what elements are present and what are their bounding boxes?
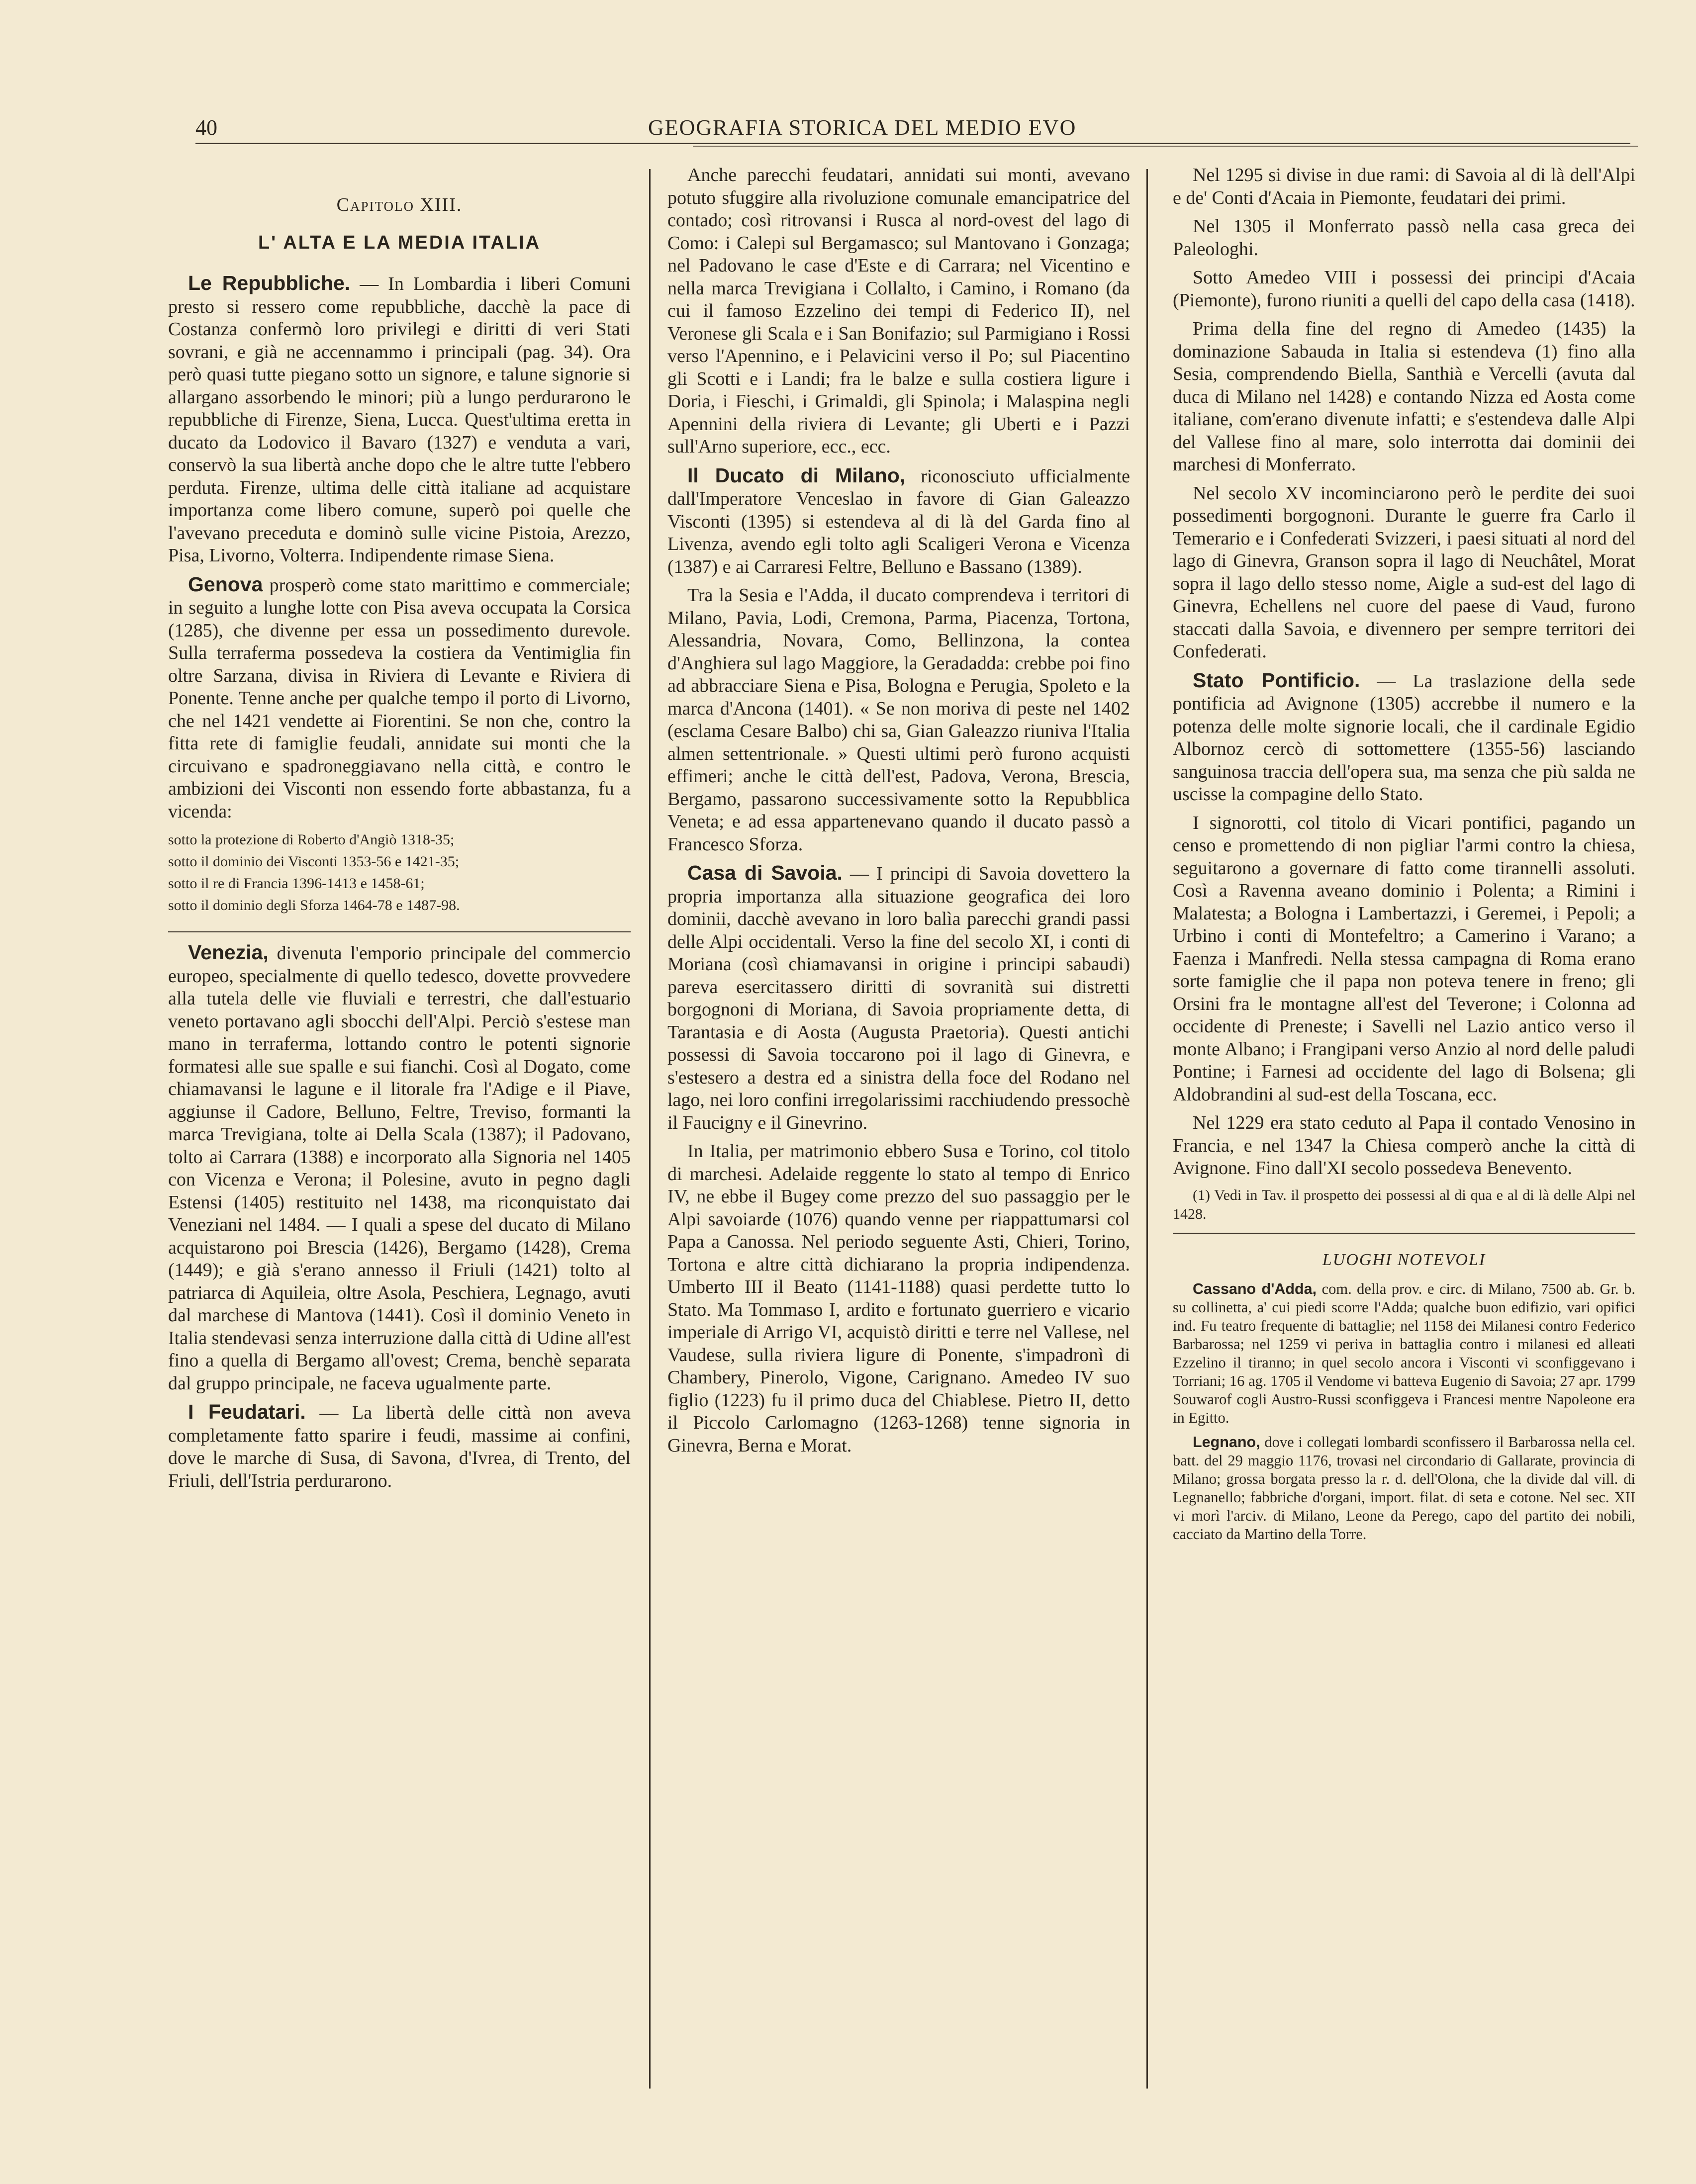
page-header xyxy=(195,112,1630,147)
paragraph xyxy=(168,941,631,1395)
divider xyxy=(168,931,631,932)
paragraph: Nel secolo XV incominciarono però le perdite dei suoi possedimenti borgognoni. Durante le guerre fra Carlo il Temerario e i Confederati Svizzeri, i paesi situati al nord del lago di Ginevra, Granson sopra il lago di Neuchâtel, Morat sopra il lago dello stesso nome, Aigle a sud-est del lago di Ginevra, Echellens nel cuore del paese di Vaud, furono staccati dalla Savoia, e divennero per sempre territori dei Confederati. xyxy=(1173,482,1635,662)
place-name: Cassano d'Adda, xyxy=(1193,1280,1317,1297)
paragraph: Sotto Amedeo VIII i possessi dei principi d'Acaia (Piemonte), furono riuniti a quelli del capo della casa (1418). xyxy=(1173,267,1635,311)
list-item: sotto il re di Francia 1396-1413 e 1458-61; xyxy=(168,875,425,892)
divider xyxy=(1173,1233,1635,1234)
paragraph-text: riconosciuto ufficialmente dall'Imperatore Venceslao in favore di Gian Galeazzo Visconti (1395) si estendeva al di là del Garda fino al Livenza, avendo egli tolto agli Scaligeri Verona e Vicenza (1387) e ai Carraresi Feltre, Belluno e Bassano (1389). xyxy=(667,465,1130,577)
paragraph: Tra la Sesia e l'Adda, il ducato comprendeva i territori di Milano, Pavia, Lodi, Cremona, Parma, Piacenza, Tortona, Alessandria, Novara, Como, Bellinzona, la contea d'Anghiera sul lago Maggiore, la Geradadda: crebbe poi fino ad abbracciare Siena e Pisa, Bologna e Perugia, Spoleto e la marca d'Ancona (1401). « Se non moriva di peste nel 1402 (esclama Cesare Balbo) chi sa, Gian Galeazzo riuniva l'Italia almen settentrionale. » Questi ultimi però furono acquisti effimeri; anche le città dell'est, Padova, Verona, Brescia, Bergamo, passarono successivamente sotto la Repubblica Veneta; e ad essa appartenevano quando il ducato passò a Francesco Sforza. xyxy=(667,585,1130,855)
place-entry xyxy=(1173,1280,1635,1427)
paragraph xyxy=(667,464,1130,579)
section-title: L' ALTA E LA MEDIA ITALIA xyxy=(258,232,541,253)
paragraph-lead: Le Repubbliche. xyxy=(188,272,351,294)
place-entry xyxy=(1173,1433,1635,1544)
paragraph-lead: Venezia, xyxy=(188,941,269,964)
paragraph xyxy=(168,1401,631,1492)
paragraph: Prima della fine del regno di Amedeo (1435) la dominazione Sabauda in Italia si estendeva (1) fino alla Sesia, comprendendo Biella, Santhià e Vercelli (avuta dal duca di Milano nel 1428) e contando Nizza ed Aosta come italiane, com'erano divenute infatti; e s'estendeva dalle Alpi del Vallese fino al mare, solo interrotta dai dominii dei marchesi di Monferrato. xyxy=(1173,318,1635,475)
footnote: (1) Vedi in Tav. il prospetto dei possessi al di qua e al di là delle Alpi nel 1428. xyxy=(1173,1186,1635,1222)
list-item: sotto la protezione di Roberto d'Angiò 1318-35; xyxy=(168,831,455,848)
paragraph xyxy=(1173,669,1635,806)
places-title: LUOGHI NOTEVOLI xyxy=(1322,1250,1486,1269)
paragraph-lead: Casa di Savoia. xyxy=(687,861,843,884)
header-rule xyxy=(195,143,1630,144)
paragraph-text: — La traslazione della sede pontificia ad Avignone (1305) accrebbe il numero e la potenza delle molte signorie locali, che il cardinale Egidio Albornoz cercò di sottomettere (1355-56) lasciando sanguinosa traccia dell'opera sua, ma senza che più salda ne uscisse la compagine dello Stato. xyxy=(1173,670,1635,805)
paragraph: Nel 1305 il Monferrato passò nella casa greca dei Paleologhi. xyxy=(1173,216,1635,260)
paragraph xyxy=(168,573,631,823)
list-item: sotto il dominio degli Sforza 1464-78 e 1487-98. xyxy=(168,897,460,913)
running-title: GEOGRAFIA STORICA DEL MEDIO EVO xyxy=(648,115,1077,140)
paragraph-text: — La libertà delle città non aveva completamente fatto sparire i feudi, massime ai confini, dove le marche di Susa, di Savona, d'Ivrea, di Trento, del Friuli, dell'Istria perdurarono. xyxy=(168,1402,631,1491)
paragraph: Nel 1295 si divise in due rami: di Savoia al di là dell'Alpi e de' Conti d'Acaia in Piemonte, feudatari dei primi. xyxy=(1173,165,1635,208)
genoa-rule-list xyxy=(168,829,631,916)
place-text: dove i collegati lombardi sconfissero il Barbarossa nella cel. batt. del 29 maggio 1176, trovasi nel circondario di Gallarate, provincia di Milano; grossa borgata presso la r. d. dell'Olona, che la divide dal vill. di Legnanello; fabbriche d'organi, import. filat. di seta e cotone. Nel sec. XII vi morì l'arciv. di Milano, Leone da Perego, capo del partito dei nobili, cacciato da Martino della Torre. xyxy=(1173,1434,1635,1543)
place-name: Legnano, xyxy=(1193,1434,1260,1451)
paragraph-text: prosperò come stato marittimo e commerciale; in seguito a lunghe lotte con Pisa aveva occupata la Corsica (1285), che divenne per essa un possedimento durevole. Sulla terraferma possedeva la costiera da Ventimiglia fin oltre Sarzana, divisa in Riviera di Levante e Riviera di Ponente. Tenne anche per qualche tempo il porto di Livorno, che nel 1421 vendette ai Fiorentini. Se non che, contro la fitta rete di famiglie feudali, annidate sui monti che la circuivano e spadroneggiavano nella città, e contro le ambizioni dei Visconti non essendo forte abbastanza, fu a vicenda: xyxy=(168,574,631,822)
place-text: com. della prov. e circ. di Milano, 7500 ab. Gr. b. su collinetta, a' cui piedi scorre l'Adda; qualche buon edifizio, vari opifici ind. Fu teatro frequente di battaglie; nel 1158 dei Milanesi contro Federico Barbarossa; nel 1259 vi periva in battaglia contro i milanesi ed alleati Ezzelino il tiranno; in quel secolo ancora i Visconti vi sconfiggevano i Torriani; 16 ag. 1705 il Vendome vi batteva Eugenio di Savoia; 27 apr. 1799 Souwarof cogli Austro-Russi sconfiggeva i Francesi mentre Napoleone era in Egitto. xyxy=(1173,1280,1635,1426)
paragraph: In Italia, per matrimonio ebbero Susa e Torino, col titolo di marchesi. Adelaide reggente lo stato al tempo di Enrico IV, ne ebbe il Bugey come prezzo del suo passaggio per le Alpi savoiarde (1076) quando venne per riappattumarsi col Papa a Canossa. Nel periodo seguente Asti, Chieri, Torino, Tortona e altre città dichiarano la propria indipendenza. Umberto III il Beato (1141-1188) quasi perdette tutto lo Stato. Ma Tommaso I, ardito e fortunato guerriero e vicario imperiale di Arrigo VI, acquistò diritti e terre nel Vallese, nel Vaudese, sulla riviera ligure di Ponente, s'impadronì di Chambery, Pinerolo, Vigone, Carignano. Amedeo IV suo figlio (1223) fu il primo duca del Chiablese. Pietro II, detto il Piccolo Carlomagno (1263-1268) tenne signoria in Ginevra, Berna e Morat. xyxy=(667,1141,1130,1456)
paragraph xyxy=(168,272,631,567)
paragraph-text: — In Lombardia i liberi Comuni presto si ressero come repubbliche, dacchè la pace di Costanza confermò loro privilegi e diritti di veri Stati sovrani, e già ne accennammo i principali (pag. 34). Ora però quasi tutte piegano sotto un signore, e talune signorie si allargano assorbendo le minori; più a lungo perdurarono le repubbliche di Firenze, Siena, Lucca. Quest'ultima eretta in ducato da Lodovico il Bavaro (1327) e venduta a vari, conservò la sua libertà anche dopo che le altre tutte l'ebbero perduta. Firenze, ultima delle città italiane ad acquistare importanza come libero comune, superò poi quelle che l'avevano preceduta e dominò sulle vicine Pistoia, Arezzo, Pisa, Livorno, Volterra. Indipendente rimase Siena. xyxy=(168,273,631,566)
text-column-1 xyxy=(168,164,631,2108)
paragraph: Anche parecchi feudatari, annidati sui monti, avevano potuto sfuggire alla rivoluzione comunale emancipatrice del contado; così ritrovansi i Rusca al nord-ovest del lago di Como: i Calepi sul Bergamasco; sul Mantovano i Gonzaga; nel Padovano le case d'Este e di Carrara; nel Vicentino e nella marca Trevigiana i Collalto, i Camino, i Romano (da cui il famoso Ezzelino dei tempi di Federico II), nel Veronese gli Scala e i San Bonifazio; sul Parmigiano i Rossi verso l'Apennino, e i Pelavicini verso il Po; sul Piacentino gli Scotti e i Landi; fra le balze e sulla costiera ligure i Doria, i Fieschi, i Grimaldi, gli Spinola; i Malaspina negli Apennini della riviera di Levante; gli Uberti e i Pazzi sull'Arno superiore, ecc., ecc. xyxy=(667,165,1130,457)
chapter-heading: Capitolo XIII. xyxy=(336,194,463,215)
text-column-3 xyxy=(1173,164,1635,2108)
paragraph xyxy=(667,862,1130,1134)
column-divider xyxy=(1146,169,1148,2089)
paragraph: I signorotti, col titolo di Vicari pontifici, pagando un censo e promettendo di non pigliar l'armi contro la chiesa, seguitarono a governare di fatto come tirannelli assoluti. Così a Ravenna aveano dominio i Polenta; a Rimini i Malatesta; a Bologna i Lambertazzi, i Geremei, i Pepoli; a Urbino i conti di Montefeltro; a Camerino i Varano; a Faenza i Manfredi. Nella stessa campagna di Roma erano sorte famiglie che il papa non poteva tenere in freno; gli Orsini fra le montagne all'est del Teverone; i Colonna ad occidente di Preneste; i Savelli nel Lazio antico verso il monte Albano; i Frangipani verso Anzio al nord delle paludi Pontine; i Farnesi ad occidente del lago di Bolsena; gli Aldobrandini al sud-est della Toscana, ecc. xyxy=(1173,812,1635,1105)
paragraph-lead: Stato Pontificio. xyxy=(1193,668,1360,692)
paragraph: Nel 1229 era stato ceduto al Papa il contado Venosino in Francia, e nel 1347 la Chiesa comperò anche la città di Avignone. Fino dall'XI secolo possedeva Benevento. xyxy=(1173,1112,1635,1179)
paragraph-lead: Genova xyxy=(188,572,263,596)
paragraph-lead: Il Ducato di Milano, xyxy=(687,463,906,487)
header-rule-secondary xyxy=(693,146,1638,147)
paragraph-lead: I Feudatari. xyxy=(188,1400,306,1423)
paragraph-text: — I principi di Savoia dovettero la propria importanza alla situazione geografica dei loro dominii, dacchè avevano in loro balìa parecchi grandi passi delle Alpi occidentali. Verso la fine del secolo XI, i conti di Moriana (così chiamavansi in origine i principi sabaudi) pareva esercitassero diritti di sovranità sui distretti borgognoni di Moriana, di Savoia propriamente detta, di Tarantasia e di Aosta (Augusta Praetoria). Questi antichi possessi di Savoia toccarono poi il lago di Ginevra, e s'estesero a destra ed a sinistra della foce del Rodano nel lago, nei loro confini irregolarissimi racchiudendo pressochè il Faucigny e il Ginevrino. xyxy=(667,863,1130,1133)
text-column-2 xyxy=(667,164,1130,2108)
paragraph-text: divenuta l'emporio principale del commercio europeo, specialmente di quello tedesco, dovette provvedere alla tutela delle vie fluviali e terrestri, che dall'estuario veneto portavano agli sbocchi dell'Alpi. Perciò s'estese man mano in terraferma, lottando contro le potenti signorie formatesi alle sue spalle e sui fianchi. Così al Dogato, come chiamavansi le lagune e il litorale fra l'Adige e il Piave, aggiunse il Cadore, Belluno, Feltre, Treviso, formanti la marca Trevigiana, tolte ai Della Scala (1387); il Padovano, tolto ai Carrara (1388) e incorporato alla Signoria nel 1405 con Vicenza e Verona; il Polesine, avuto in pegno dagli Estensi (1405) restituito nel 1438, ma riconquistato dai Veneziani nel 1484. — I quali a spese del ducato di Milano acquistarono poi Brescia (1426), Bergamo (1428), Crema (1449); e già s'erano annesso il Friuli (1421) tolto al patriarca di Aquileia, oltre Asola, Peschiera, Legnago, avuti dal marchese di Mantova (1441). Così il dominio Veneto in Italia stendevasi senza interruzione dalla città di Udine all'est fino a quella di Bergamo all'ovest; Crema, benchè separata dal gruppo principale, ne faceva ugualmente parte. xyxy=(168,943,631,1394)
page-number: 40 xyxy=(195,115,217,140)
list-item: sotto il dominio dei Visconti 1353-56 e 1421-35; xyxy=(168,853,460,870)
column-divider xyxy=(649,169,651,2089)
